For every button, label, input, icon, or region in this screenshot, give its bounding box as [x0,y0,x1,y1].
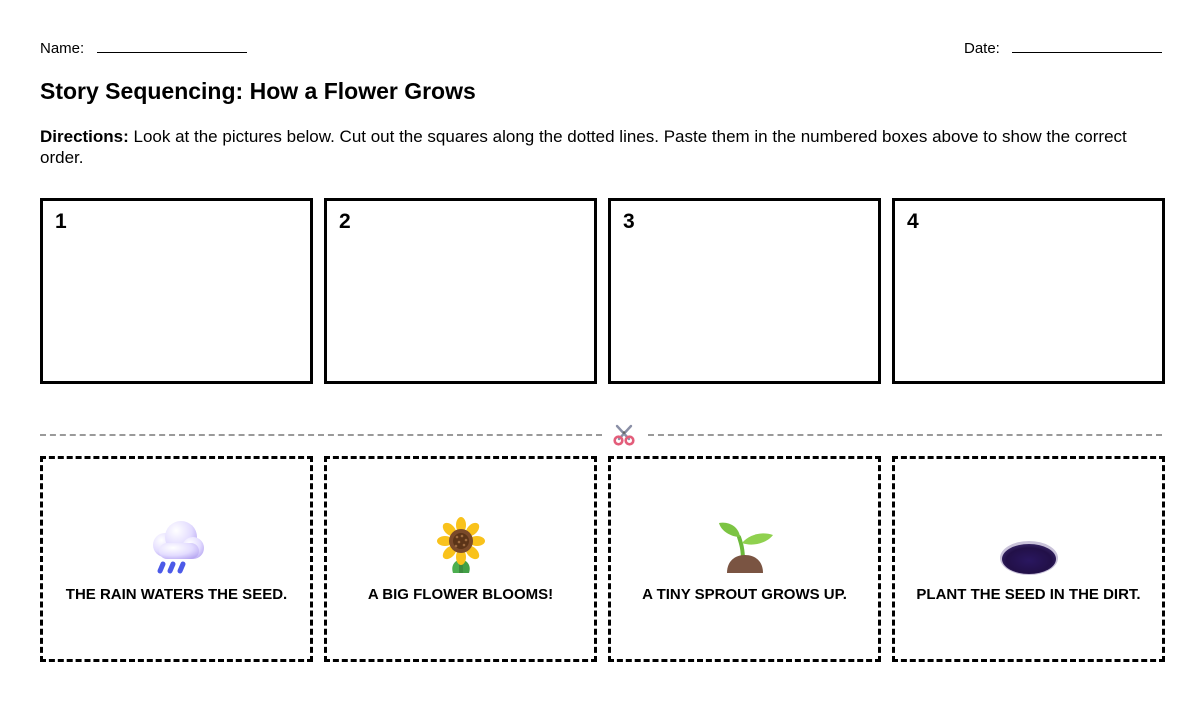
slot-number: 4 [907,210,919,233]
sequence-slot[interactable] [608,198,881,384]
picture-card[interactable] [40,456,313,662]
slot-number: 3 [623,210,635,233]
card-caption: THE RAIN WATERS THE SEED. [65,586,288,603]
directions-label: Directions: [40,127,129,146]
rain-cloud-icon [145,515,209,579]
hole-icon [997,515,1061,579]
card-caption: PLANT THE SEED IN THE DIRT. [916,586,1141,603]
page-title: Story Sequencing: How a Flower Grows [40,78,476,104]
scissors-icon [612,424,636,446]
date-field[interactable] [1012,52,1162,53]
cut-line-right [648,434,1162,436]
directions-text: Look at the pictures below. Cut out the squares along the dotted lines. Paste them in the numbered boxes above to show the correct order. [40,127,1127,167]
sequence-slot[interactable] [892,198,1165,384]
card-caption: A BIG FLOWER BLOOMS! [367,586,554,603]
name-field[interactable] [97,52,247,53]
card-caption: A TINY SPROUT GROWS UP. [642,586,847,603]
sunflower-icon [429,515,493,579]
directions [40,126,1165,168]
slot-number: 1 [55,210,67,233]
picture-card[interactable] [892,456,1165,662]
picture-card[interactable] [608,456,881,662]
cut-line-left [40,434,602,436]
date-label: Date: [964,40,1000,57]
sequence-slot[interactable] [40,198,313,384]
name-label: Name: [40,40,85,57]
picture-cards [40,456,1165,662]
sequence-slots [40,198,1165,384]
picture-card[interactable] [324,456,597,662]
sequence-slot[interactable] [324,198,597,384]
sprout-icon [713,515,777,579]
slot-number: 2 [339,210,351,233]
